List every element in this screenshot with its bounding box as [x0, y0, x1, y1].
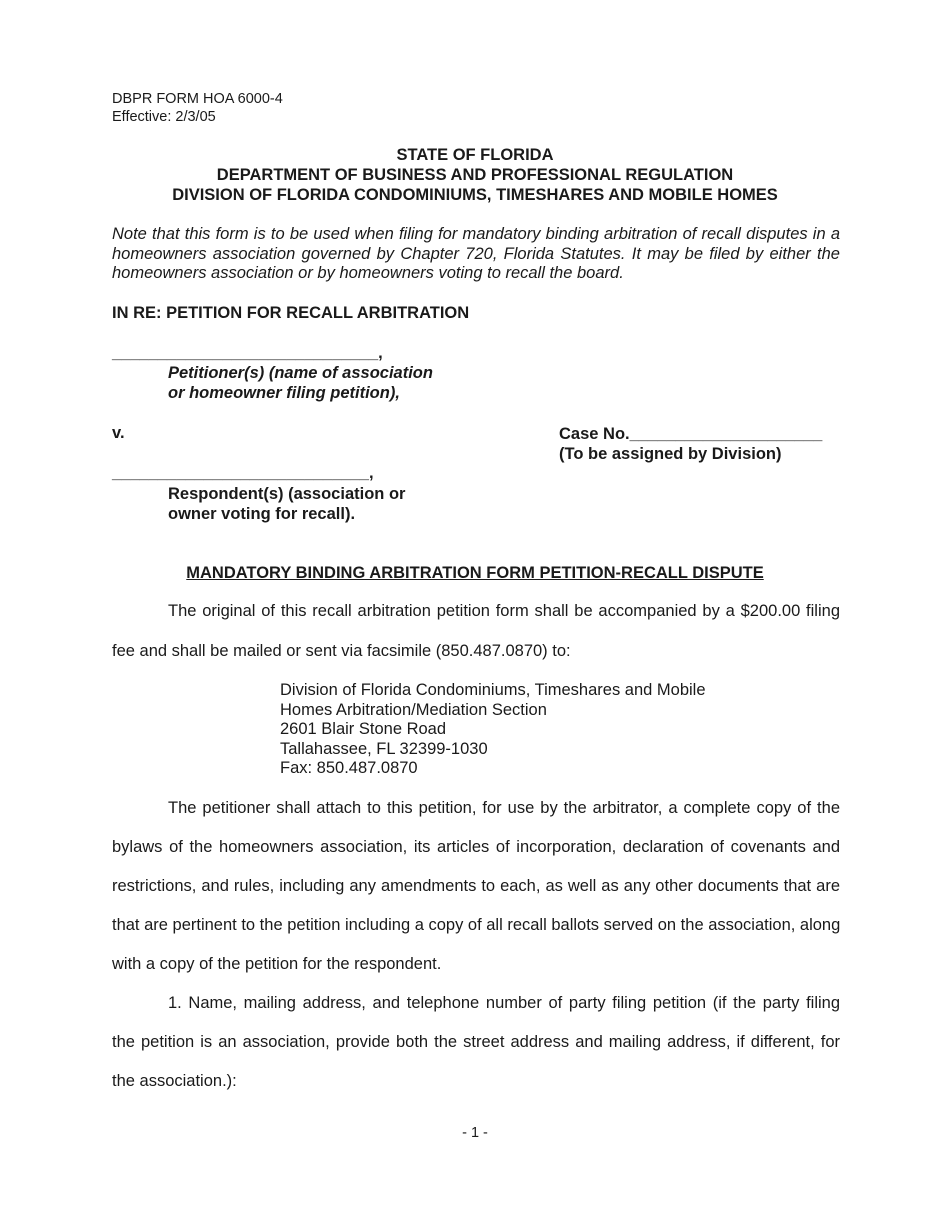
para2-line-4: that are pertinent to the petition including a copy of all recall ballots served on the association, along [112, 916, 841, 934]
agency-division: DIVISION OF FLORIDA CONDOMINIUMS, TIMESHARES AND MOBILE HOMES [172, 186, 778, 204]
item1-line-2: the petition is an association, provide both the street address and mailing address, if different, for [112, 1033, 840, 1051]
case-number-label: Case No. [559, 425, 630, 443]
para2-line-1: The petitioner shall attach to this petition, for use by the arbitrator, a complete copy of the [168, 799, 840, 817]
effective-date: Effective: 2/3/05 [112, 109, 216, 125]
page-number: - 1 - [462, 1125, 488, 1141]
usage-note [112, 225, 840, 284]
form-title: MANDATORY BINDING ARBITRATION FORM PETITION-RECALL DISPUTE [186, 564, 764, 582]
note-line-3: homeowners association or by homeowners voting to recall the board. [112, 264, 624, 282]
form-header [112, 90, 283, 126]
respondent-blank: ____________________________, [112, 464, 374, 482]
para1-line-1: The original of this recall arbitration petition form shall be accompanied by a $200.00 filing [168, 602, 840, 620]
note-line-2: homeowners association governed by Chapter 720, Florida Statutes. It may be filed by either the [112, 244, 840, 263]
petitioner-label: Petitioner(s) (name of association or homeowner filing petition), [168, 364, 433, 402]
para2-line-5: with a copy of the petition for the respondent. [112, 955, 442, 973]
case-number-block [559, 424, 822, 464]
form-id: DBPR FORM HOA 6000-4 [112, 91, 283, 107]
case-number-note: (To be assigned by Division) [559, 445, 782, 463]
case-number-blank: _____________________ [629, 425, 823, 443]
note-line-1: Note that this form is to be used when filing for mandatory binding arbitration of recall disputes in a [112, 225, 840, 243]
para1-line-2: fee and shall be mailed or sent via facsimile (850.487.0870) to: [112, 642, 571, 660]
mailing-address: Division of Florida Condominiums, Timeshares and Mobile Homes Arbitration/Mediation Section 2601 Blair Stone Road Tallahassee, FL 32399-1030 Fax: 850.487.0870 [280, 681, 706, 777]
in-re-heading: IN RE: PETITION FOR RECALL ARBITRATION [112, 304, 470, 322]
agency-department: DEPARTMENT OF BUSINESS AND PROFESSIONAL REGULATION [216, 166, 734, 184]
para2-line-2: bylaws of the homeowners association, its articles of incorporation, declaration of covenants and [112, 838, 840, 856]
para2-line-3: restrictions, and rules, including any amendments to each, as well as any other documents that are [112, 877, 840, 895]
agency-state: STATE OF FLORIDA [396, 146, 554, 164]
item1-line-1: 1. Name, mailing address, and telephone number of party filing petition (if the party filing [168, 994, 840, 1012]
versus: v. [112, 424, 125, 442]
item1-line-3: the association.): [112, 1072, 237, 1090]
respondent-label: Respondent(s) (association or owner voting for recall). [168, 485, 406, 523]
agency-heading [0, 145, 950, 205]
petitioner-blank: _____________________________, [112, 344, 383, 362]
